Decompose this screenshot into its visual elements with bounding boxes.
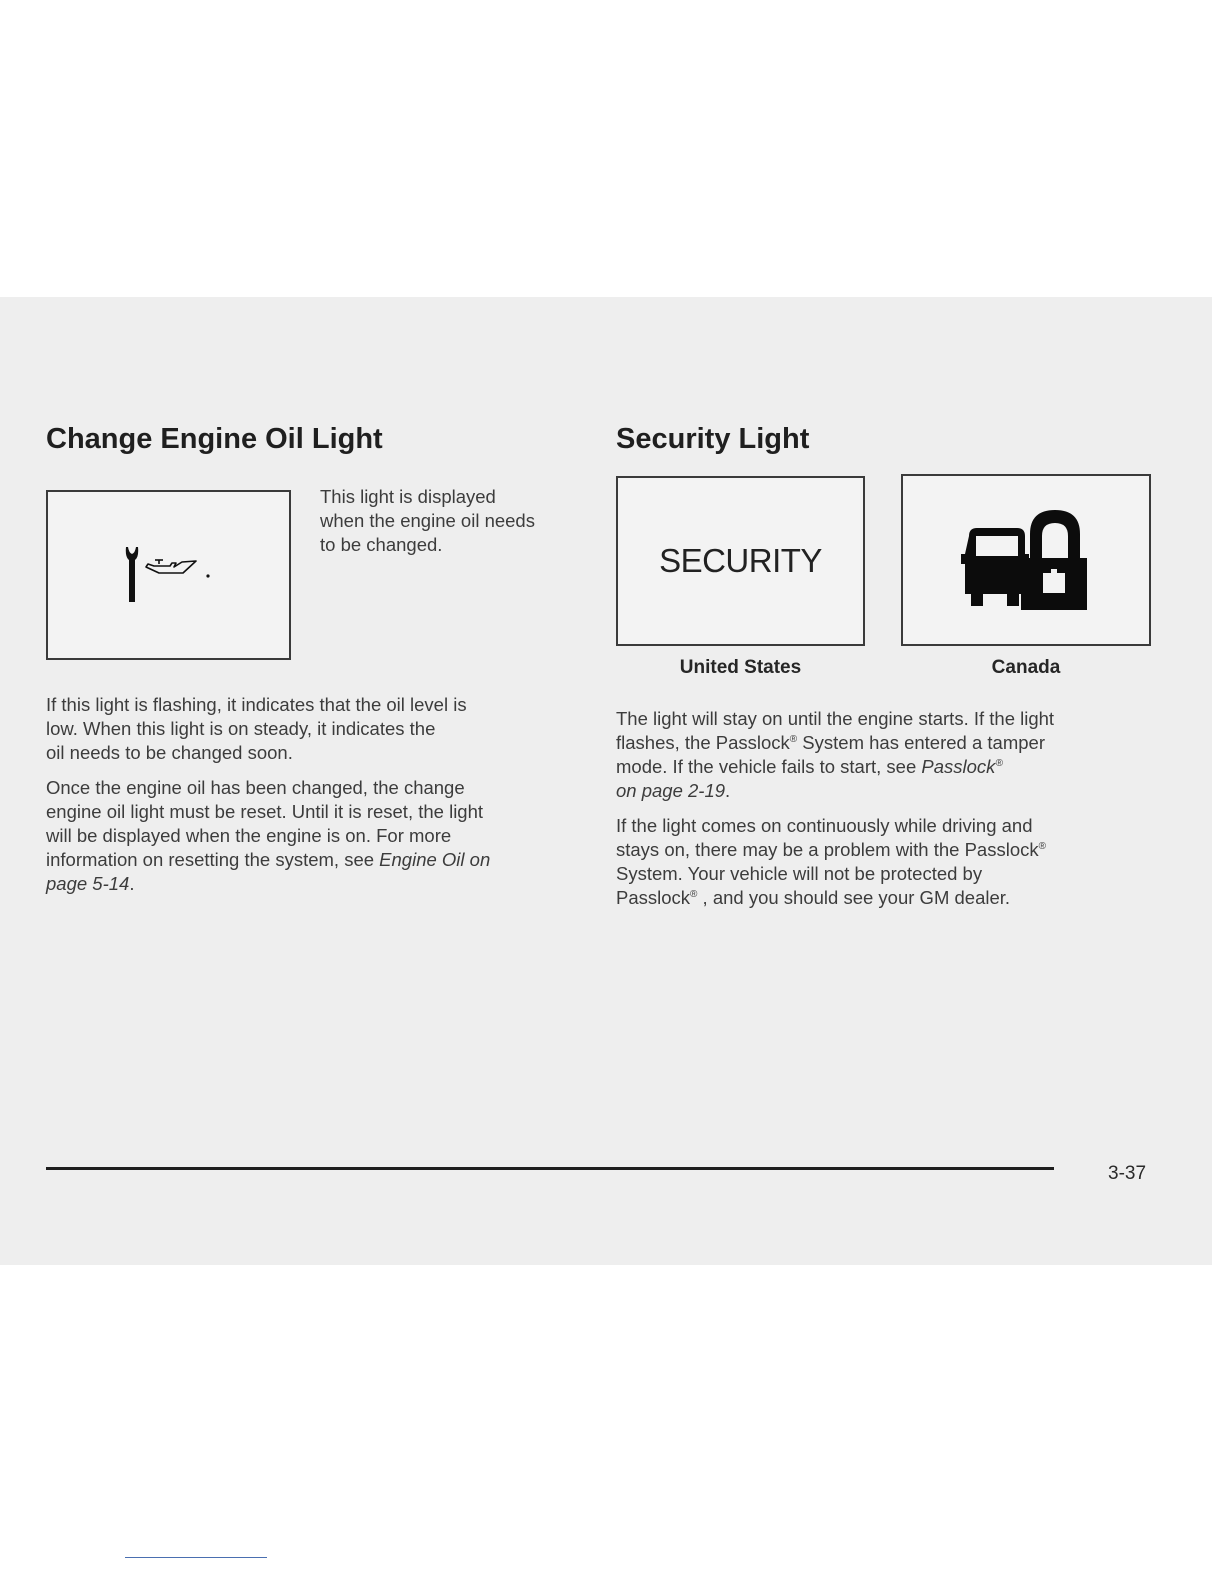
car-lock-icon [901, 474, 1151, 646]
bottom-link-underline [125, 1557, 267, 1558]
para2-line-4: information on resetting the system, see Engine Oil on [46, 849, 491, 870]
para2-line-5: page 5-14. [46, 873, 135, 894]
para1-line-2: low. When this light is on steady, it indicates the [46, 718, 436, 739]
oil-light-indicator-box [46, 490, 291, 660]
sec-p1-line-2: flashes, the Passlock® System has entered a tamper [616, 732, 1045, 753]
oil-light-paragraph-1 [46, 693, 586, 765]
security-paragraph-1 [616, 707, 1156, 803]
passlock-reference-link[interactable]: Passlock [921, 756, 996, 777]
oil-light-intro [320, 485, 590, 557]
para2-line-3: will be displayed when the engine is on. For more [46, 825, 452, 846]
engine-oil-reference-link[interactable]: Engine Oil on [379, 849, 491, 870]
change-engine-oil-heading: Change Engine Oil Light [46, 423, 383, 455]
para1-line-1: If this light is flashing, it indicates that the oil level is [46, 694, 467, 715]
sec-p1-line-4: on page 2-19. [616, 780, 731, 801]
intro-line-3: to be changed. [320, 534, 443, 555]
sec-p1-line-3: mode. If the vehicle fails to start, see Passlock® [616, 756, 1003, 777]
sec-p2-line-3: System. Your vehicle will not be protected by [616, 863, 983, 884]
sec-p1-line-1: The light will stay on until the engine starts. If the light [616, 708, 1055, 729]
security-indicator-text: SECURITY [659, 542, 822, 579]
page-number: 3-37 [1108, 1163, 1147, 1184]
passlock-page-reference[interactable]: on page 2-19 [616, 780, 726, 801]
sec-p2-line-1: If the light comes on continuously while driving and [616, 815, 1033, 836]
para2-line-2: engine oil light must be reset. Until it is reset, the light [46, 801, 484, 822]
oil-light-paragraph-2 [46, 776, 586, 896]
security-paragraph-2 [616, 814, 1156, 910]
para2-line-1: Once the engine oil has been changed, the change [46, 777, 465, 798]
sec-p2-line-2: stays on, there may be a problem with the Passlock® [616, 839, 1046, 860]
intro-line-1: This light is displayed [320, 486, 496, 507]
canada-caption: Canada [991, 657, 1061, 678]
para1-line-3: oil needs to be changed soon. [46, 742, 293, 763]
sec-p2-line-4: Passlock® , and you should see your GM dealer. [616, 887, 1011, 908]
engine-oil-page-reference[interactable]: page 5-14 [46, 873, 130, 894]
footer-rule [46, 1167, 1054, 1170]
security-light-heading: Security Light [616, 423, 810, 455]
us-security-indicator-box [616, 476, 865, 646]
us-caption: United States [679, 657, 802, 678]
wrench-oilcan-icon [46, 490, 291, 660]
intro-line-2: when the engine oil needs [320, 510, 535, 531]
canada-security-indicator-box [901, 474, 1151, 646]
